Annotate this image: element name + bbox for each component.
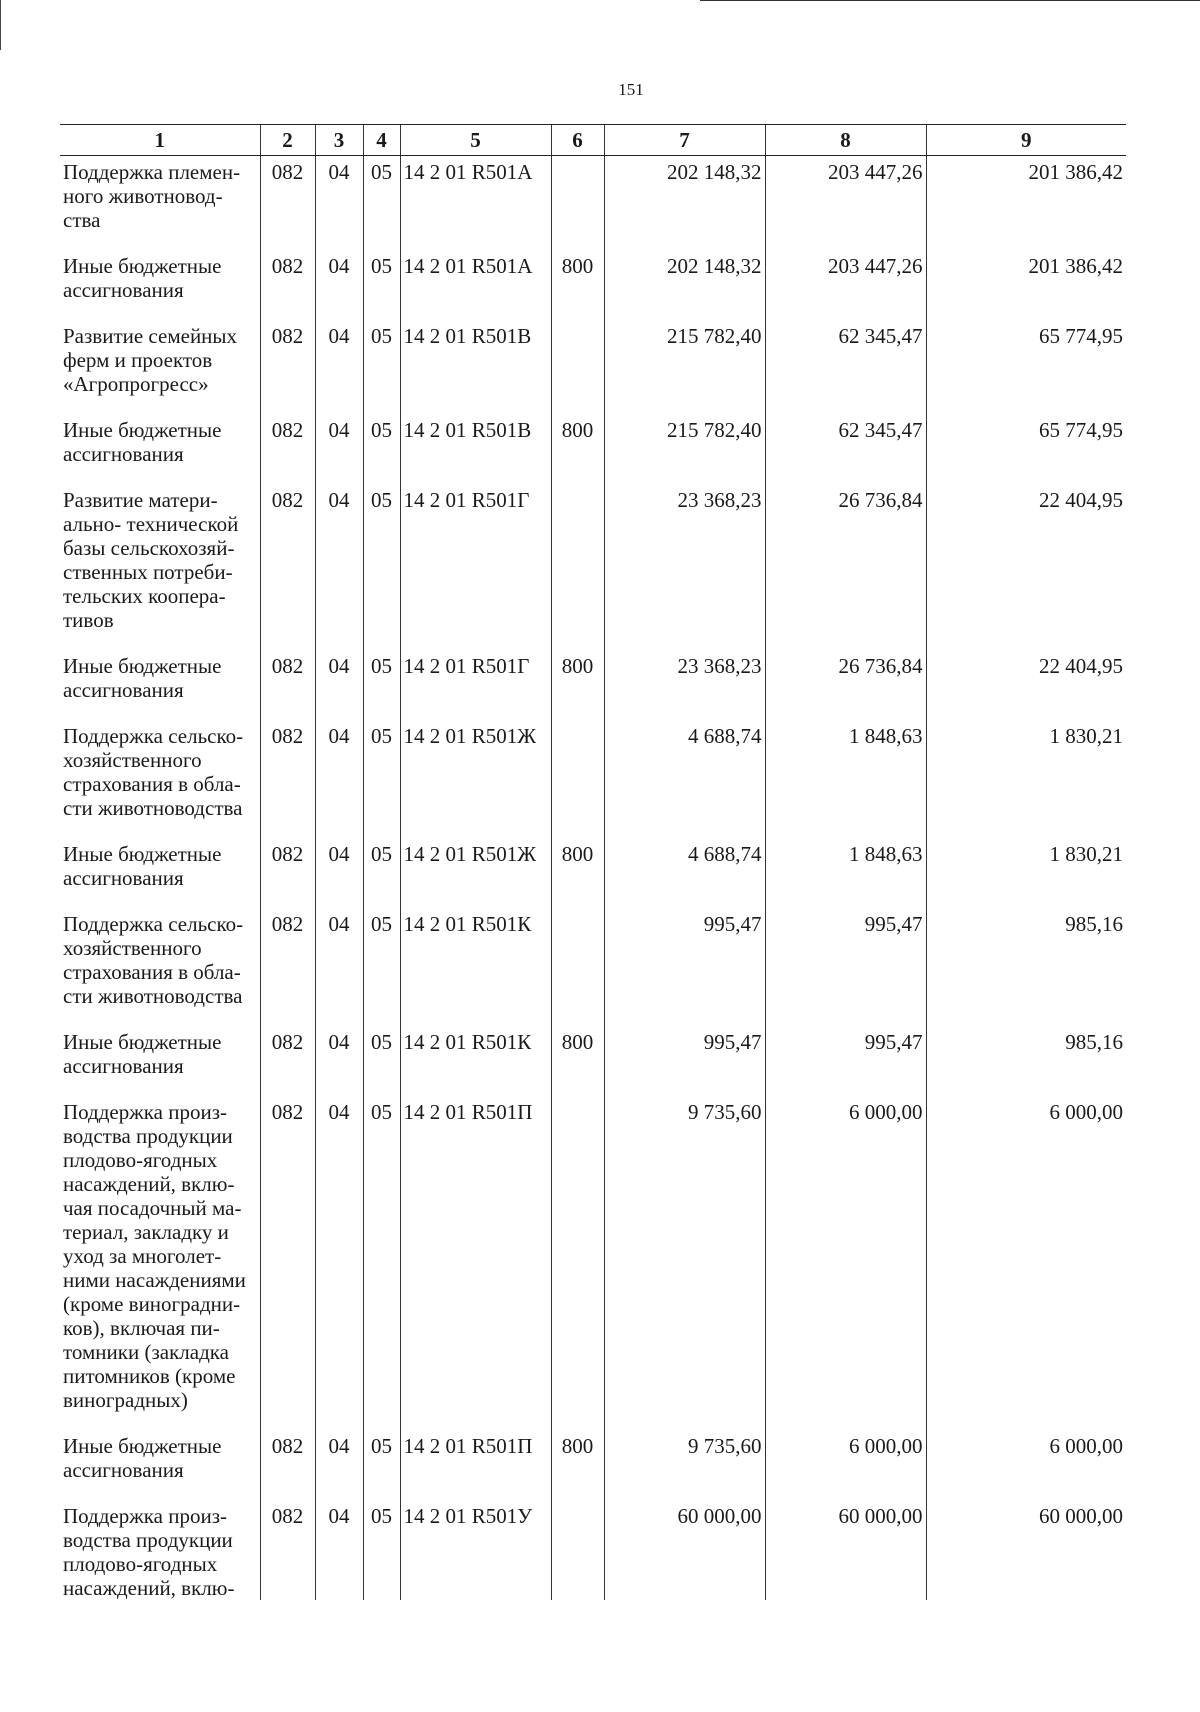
row-ministry-code: 082 xyxy=(260,156,315,251)
row-amount-col7: 60 000,00 xyxy=(604,1500,765,1600)
row-amount-col7: 23 368,23 xyxy=(604,650,765,720)
row-amount-col9: 1 830,21 xyxy=(926,838,1126,908)
col-header: 6 xyxy=(551,125,604,156)
row-amount-col9: 1 830,21 xyxy=(926,720,1126,838)
row-description: Развитие матери- ально- технической базы сельскохозяй- ственных потреби- тельских коопера- тивов xyxy=(63,488,239,632)
row-amount-col9: 985,16 xyxy=(926,908,1126,1026)
row-section: 04 xyxy=(315,156,363,251)
row-section: 04 xyxy=(315,250,363,320)
row-expense-type xyxy=(551,156,604,251)
col-header: 2 xyxy=(260,125,315,156)
row-section: 04 xyxy=(315,320,363,414)
row-amount-col8: 26 736,84 xyxy=(765,650,926,720)
row-amount-col7: 215 782,40 xyxy=(604,320,765,414)
row-amount-col7: 9 735,60 xyxy=(604,1096,765,1430)
row-description: Иные бюджетные ассигнования xyxy=(63,1030,222,1078)
row-amount-col8: 62 345,47 xyxy=(765,414,926,484)
row-ministry-code: 082 xyxy=(260,838,315,908)
row-description: Поддержка сельско- хозяйственного страхования в обла- сти животноводства xyxy=(63,912,244,1008)
row-subsection: 05 xyxy=(363,908,400,1026)
row-section: 04 xyxy=(315,1026,363,1096)
row-amount-col9: 65 774,95 xyxy=(926,414,1126,484)
row-amount-col9: 22 404,95 xyxy=(926,650,1126,720)
row-expense-type: 800 xyxy=(551,838,604,908)
row-amount-col7: 202 148,32 xyxy=(604,156,765,251)
row-amount-col8: 60 000,00 xyxy=(765,1500,926,1600)
row-target-article: 14 2 01 R501П xyxy=(400,1430,551,1500)
row-target-article: 14 2 01 R501В xyxy=(400,320,551,414)
row-ministry-code: 082 xyxy=(260,1026,315,1096)
row-subsection: 05 xyxy=(363,156,400,251)
row-target-article: 14 2 01 R501У xyxy=(400,1500,551,1600)
table-row xyxy=(60,838,1126,908)
table-row xyxy=(60,1430,1126,1500)
row-ministry-code: 082 xyxy=(260,414,315,484)
row-expense-type: 800 xyxy=(551,250,604,320)
row-description: Поддержка произ- водства продукции плодово-ягодных насаждений, вклю- xyxy=(63,1504,235,1600)
row-ministry-code: 082 xyxy=(260,1096,315,1430)
table-row xyxy=(60,908,1126,1026)
row-target-article: 14 2 01 R501К xyxy=(400,1026,551,1096)
row-ministry-code: 082 xyxy=(260,1500,315,1600)
row-description: Поддержка сельско- хозяйственного страхования в обла- сти животноводства xyxy=(63,724,244,820)
row-target-article: 14 2 01 R501Ж xyxy=(400,720,551,838)
row-amount-col8: 6 000,00 xyxy=(765,1096,926,1430)
row-amount-col9: 985,16 xyxy=(926,1026,1126,1096)
row-amount-col8: 995,47 xyxy=(765,908,926,1026)
row-subsection: 05 xyxy=(363,414,400,484)
row-amount-col7: 202 148,32 xyxy=(604,250,765,320)
row-section: 04 xyxy=(315,1500,363,1600)
table-row xyxy=(60,320,1126,414)
table-row xyxy=(60,250,1126,320)
header-row xyxy=(60,125,1126,156)
col-header: 3 xyxy=(315,125,363,156)
row-ministry-code: 082 xyxy=(260,1430,315,1500)
row-section: 04 xyxy=(315,838,363,908)
row-amount-col9: 6 000,00 xyxy=(926,1096,1126,1430)
row-subsection: 05 xyxy=(363,320,400,414)
row-amount-col8: 26 736,84 xyxy=(765,484,926,650)
row-amount-col7: 4 688,74 xyxy=(604,838,765,908)
row-subsection: 05 xyxy=(363,484,400,650)
row-subsection: 05 xyxy=(363,720,400,838)
row-target-article: 14 2 01 R501А xyxy=(400,156,551,251)
row-amount-col7: 215 782,40 xyxy=(604,414,765,484)
row-amount-col7: 9 735,60 xyxy=(604,1430,765,1500)
row-subsection: 05 xyxy=(363,650,400,720)
row-amount-col9: 65 774,95 xyxy=(926,320,1126,414)
row-amount-col8: 995,47 xyxy=(765,1026,926,1096)
table-row xyxy=(60,720,1126,838)
row-subsection: 05 xyxy=(363,1430,400,1500)
row-section: 04 xyxy=(315,484,363,650)
row-description: Поддержка племен- ного животновод- ства xyxy=(63,160,241,232)
row-ministry-code: 082 xyxy=(260,250,315,320)
row-description: Иные бюджетные ассигнования xyxy=(63,1434,222,1482)
row-subsection: 05 xyxy=(363,250,400,320)
row-amount-col8: 1 848,63 xyxy=(765,720,926,838)
row-amount-col8: 62 345,47 xyxy=(765,320,926,414)
row-target-article: 14 2 01 R501В xyxy=(400,414,551,484)
row-expense-type xyxy=(551,320,604,414)
col-header: 5 xyxy=(400,125,551,156)
row-amount-col7: 995,47 xyxy=(604,1026,765,1096)
table-row xyxy=(60,650,1126,720)
table-row xyxy=(60,414,1126,484)
row-amount-col8: 203 447,26 xyxy=(765,250,926,320)
row-expense-type xyxy=(551,1500,604,1600)
row-amount-col8: 6 000,00 xyxy=(765,1430,926,1500)
row-description: Развитие семейных ферм и проектов «Агропрогресс» xyxy=(63,324,238,396)
top-edge-rule xyxy=(700,0,1200,1)
page-number: 151 xyxy=(618,80,644,99)
col-header: 8 xyxy=(765,125,926,156)
row-expense-type: 800 xyxy=(551,1026,604,1096)
table-row xyxy=(60,156,1126,251)
col-header: 1 xyxy=(60,125,260,156)
row-target-article: 14 2 01 R501П xyxy=(400,1096,551,1430)
row-amount-col7: 23 368,23 xyxy=(604,484,765,650)
row-subsection: 05 xyxy=(363,838,400,908)
row-amount-col9: 201 386,42 xyxy=(926,156,1126,251)
row-target-article: 14 2 01 R501А xyxy=(400,250,551,320)
row-target-article: 14 2 01 R501Ж xyxy=(400,838,551,908)
row-amount-col7: 4 688,74 xyxy=(604,720,765,838)
row-section: 04 xyxy=(315,414,363,484)
table-row xyxy=(60,1096,1126,1430)
row-expense-type: 800 xyxy=(551,1430,604,1500)
row-section: 04 xyxy=(315,720,363,838)
col-header: 7 xyxy=(604,125,765,156)
row-subsection: 05 xyxy=(363,1026,400,1096)
table-row xyxy=(60,484,1126,650)
row-ministry-code: 082 xyxy=(260,484,315,650)
row-description: Иные бюджетные ассигнования xyxy=(63,418,222,466)
row-subsection: 05 xyxy=(363,1500,400,1600)
row-expense-type xyxy=(551,908,604,1026)
row-expense-type xyxy=(551,484,604,650)
row-amount-col9: 6 000,00 xyxy=(926,1430,1126,1500)
row-description: Иные бюджетные ассигнования xyxy=(63,654,222,702)
row-target-article: 14 2 01 R501Г xyxy=(400,484,551,650)
row-amount-col7: 995,47 xyxy=(604,908,765,1026)
row-ministry-code: 082 xyxy=(260,650,315,720)
row-description: Иные бюджетные ассигнования xyxy=(63,254,222,302)
row-ministry-code: 082 xyxy=(260,720,315,838)
row-amount-col9: 201 386,42 xyxy=(926,250,1126,320)
row-ministry-code: 082 xyxy=(260,320,315,414)
left-edge-mark xyxy=(0,0,1,50)
row-amount-col9: 60 000,00 xyxy=(926,1500,1126,1600)
row-amount-col8: 203 447,26 xyxy=(765,156,926,251)
row-section: 04 xyxy=(315,1096,363,1430)
row-expense-type: 800 xyxy=(551,650,604,720)
row-target-article: 14 2 01 R501Г xyxy=(400,650,551,720)
row-section: 04 xyxy=(315,1430,363,1500)
col-header: 9 xyxy=(926,125,1126,156)
row-section: 04 xyxy=(315,908,363,1026)
row-description: Иные бюджетные ассигнования xyxy=(63,842,222,890)
row-section: 04 xyxy=(315,650,363,720)
row-expense-type xyxy=(551,1096,604,1430)
col-header: 4 xyxy=(363,125,400,156)
table-body xyxy=(60,156,1126,1601)
row-ministry-code: 082 xyxy=(260,908,315,1026)
row-amount-col8: 1 848,63 xyxy=(765,838,926,908)
row-expense-type xyxy=(551,720,604,838)
row-expense-type: 800 xyxy=(551,414,604,484)
budget-table xyxy=(60,124,1126,1600)
table-row xyxy=(60,1026,1126,1096)
table-row xyxy=(60,1500,1126,1600)
row-subsection: 05 xyxy=(363,1096,400,1430)
row-target-article: 14 2 01 R501К xyxy=(400,908,551,1026)
row-description: Поддержка произ- водства продукции плодово-ягодных насаждений, вклю- чая посадочный ма- териал, закладку и уход за многолет- ними насаждениями (кроме виноградни- ков), включая пи- томники (закладка питомников (кроме виноградных) xyxy=(63,1100,246,1412)
row-amount-col9: 22 404,95 xyxy=(926,484,1126,650)
